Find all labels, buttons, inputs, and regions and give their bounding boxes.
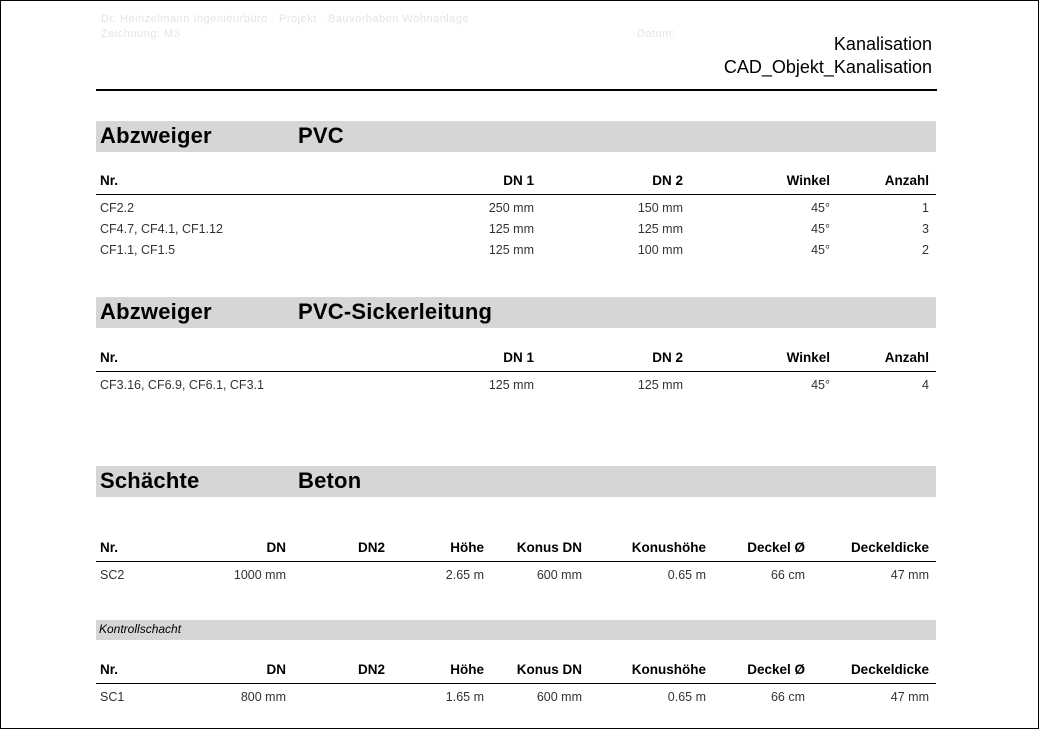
cell-hoehe: 2.65 m: [445, 568, 484, 582]
section-band-abzweiger-sickerleitung: [96, 297, 936, 328]
cell-konushoehe: 0.65 m: [667, 568, 706, 582]
cell-dn2: 150 mm: [637, 201, 683, 215]
report-subtitle: CAD_Objekt_Kanalisation: [723, 57, 932, 77]
column-header: Nr.: [100, 662, 119, 677]
column-header: DN2: [357, 662, 385, 677]
column-header: Deckel Ø: [747, 662, 805, 677]
cell-anzahl: 2: [922, 243, 929, 257]
column-header: Nr.: [100, 173, 119, 188]
section-material: PVC-Sickerleitung: [298, 299, 493, 324]
cell-nr: SC2: [100, 568, 125, 582]
column-header: DN 2: [652, 350, 683, 365]
table-header-rule: [96, 561, 936, 562]
section-band-schaechte-beton: [96, 466, 936, 497]
section-label: Schächte: [100, 468, 200, 493]
cell-dn: 800 mm: [240, 690, 286, 704]
faint-date-label: Datum:: [637, 28, 676, 40]
cell-nr: SC1: [100, 690, 125, 704]
cell-dn1: 125 mm: [488, 378, 534, 392]
cell-nr: CF2.2: [100, 201, 135, 215]
header-rule: [96, 89, 937, 91]
cell-dn2: 125 mm: [637, 378, 683, 392]
column-header: DN: [266, 662, 286, 677]
column-header: DN 1: [503, 173, 534, 188]
cell-nr: CF3.16, CF6.9, CF6.1, CF3.1: [100, 378, 264, 392]
cell-deckel: 66 cm: [770, 568, 805, 582]
report-title: Kanalisation: [833, 34, 932, 54]
column-header: Anzahl: [884, 350, 929, 365]
cell-anzahl: 1: [922, 201, 929, 215]
cell-anzahl: 3: [922, 222, 929, 236]
cell-deckeldicke: 47 mm: [890, 568, 929, 582]
cell-winkel: 45°: [811, 222, 830, 236]
column-header: DN: [266, 540, 286, 555]
cell-dn2: 125 mm: [637, 222, 683, 236]
cell-nr: CF1.1, CF1.5: [100, 243, 176, 257]
section-label: Abzweiger: [100, 299, 212, 324]
section-material: Beton: [298, 468, 362, 493]
cell-konus-dn: 600 mm: [536, 568, 582, 582]
column-header: Konus DN: [516, 662, 582, 677]
column-header: Konus DN: [516, 540, 582, 555]
column-header: DN 1: [503, 350, 534, 365]
column-header: Konushöhe: [631, 662, 706, 677]
cell-dn1: 125 mm: [488, 222, 534, 236]
cell-dn: 1000 mm: [233, 568, 286, 582]
cell-winkel: 45°: [811, 378, 830, 392]
column-header: Winkel: [786, 350, 830, 365]
column-header: DN2: [357, 540, 385, 555]
cell-anzahl: 4: [922, 378, 929, 392]
column-header: Höhe: [450, 540, 484, 555]
cell-dn2: 100 mm: [637, 243, 683, 257]
cell-konushoehe: 0.65 m: [667, 690, 706, 704]
faint-header-line: Dr. Heinzelmann Ingenieurbüro · Projekt · Bauvorhaben Wohnanlage: [101, 13, 470, 25]
table-header-rule: [96, 194, 936, 195]
subgroup-band-kontrollschacht: [96, 620, 936, 640]
cell-hoehe: 1.65 m: [445, 690, 484, 704]
section-band-abzweiger-pvc: [96, 121, 936, 152]
column-header: Anzahl: [884, 173, 929, 188]
table-header-rule: [96, 683, 936, 684]
column-header: Deckeldicke: [850, 540, 929, 555]
cell-winkel: 45°: [811, 243, 830, 257]
cell-dn1: 250 mm: [488, 201, 534, 215]
cell-winkel: 45°: [811, 201, 830, 215]
table-header-rule: [96, 371, 936, 372]
column-header: Winkel: [786, 173, 830, 188]
cell-deckeldicke: 47 mm: [890, 690, 929, 704]
column-header: DN 2: [652, 173, 683, 188]
column-header: Höhe: [450, 662, 484, 677]
cell-dn1: 125 mm: [488, 243, 534, 257]
column-header: Konushöhe: [631, 540, 706, 555]
cell-nr: CF4.7, CF4.1, CF1.12: [100, 222, 223, 236]
column-header: Nr.: [100, 350, 119, 365]
column-header: Deckeldicke: [850, 662, 929, 677]
subgroup-label: Kontrollschacht: [99, 622, 182, 636]
section-label: Abzweiger: [100, 123, 212, 148]
section-material: PVC: [298, 123, 344, 148]
column-header: Deckel Ø: [747, 540, 805, 555]
column-header: Nr.: [100, 540, 119, 555]
cell-deckel: 66 cm: [770, 690, 805, 704]
faint-drawing-label: Zeichnung: M3: [101, 28, 181, 40]
cell-konus-dn: 600 mm: [536, 690, 582, 704]
